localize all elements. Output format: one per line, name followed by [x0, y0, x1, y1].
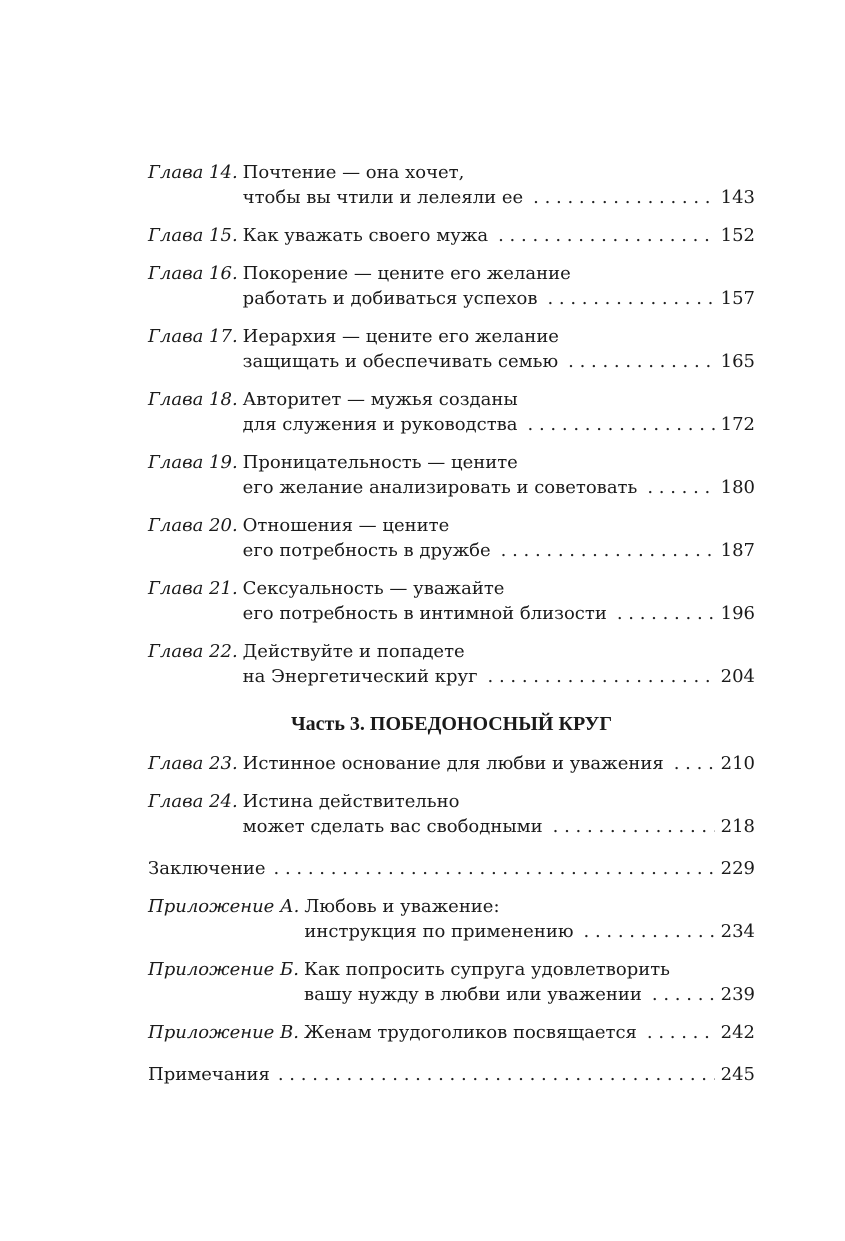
entry-title-line: Истинное основание для любви и уважения	[242, 753, 664, 774]
entry-title-line: Проницательность — цените	[242, 452, 518, 473]
chapter-list-part3	[148, 751, 755, 839]
entry-label: Приложение В.	[148, 1022, 299, 1043]
entry-last-line	[243, 475, 755, 500]
entry-label: Глава 21.	[148, 578, 238, 599]
dot-leader	[528, 412, 715, 437]
dot-leader	[278, 1062, 715, 1087]
chapter-list-part2	[148, 160, 755, 689]
entry-last-line	[243, 751, 755, 776]
page-number: 210	[720, 753, 755, 774]
page-number: 172	[720, 414, 755, 435]
dot-leader	[617, 601, 715, 626]
entry-body	[304, 1020, 755, 1045]
entry-last-line	[243, 185, 755, 210]
entry-label: Приложение А.	[148, 896, 300, 917]
dot-leader	[652, 982, 715, 1007]
entry-last-line	[243, 286, 755, 311]
toc-entry-chapter[interactable]	[148, 387, 755, 437]
page-number: 239	[720, 984, 755, 1005]
appendix-list	[148, 894, 755, 1045]
entry-last-line	[243, 412, 755, 437]
page-number: 196	[720, 603, 755, 624]
entry-last-line	[243, 664, 755, 689]
entry-last-line	[243, 601, 755, 626]
entry-body	[243, 513, 755, 563]
toc-entry-chapter[interactable]	[148, 450, 755, 500]
toc-entry-chapter[interactable]	[148, 789, 755, 839]
dot-leader	[533, 185, 714, 210]
entry-title-line: его потребность в дружбе	[242, 540, 491, 561]
dot-leader	[674, 751, 715, 776]
entry-title-line: Авторитет — мужья созданы	[242, 389, 518, 410]
page-number: 218	[720, 816, 755, 837]
toc-entry-chapter[interactable]	[148, 513, 755, 563]
entry-last-line	[304, 1020, 755, 1045]
dot-leader	[647, 475, 714, 500]
entry-title-line: защищать и обеспечивать семью	[242, 351, 559, 372]
page-number: 165	[720, 351, 755, 372]
entry-last-line	[243, 538, 755, 563]
entry-body	[243, 576, 755, 626]
entry-title-line: может сделать вас свободными	[242, 816, 543, 837]
dot-leader	[274, 856, 715, 881]
toc-entry-appendix[interactable]	[148, 894, 755, 944]
entry-body	[304, 894, 755, 944]
part-heading: Часть 3. ПОБЕДОНОСНЫЙ КРУГ	[290, 713, 613, 735]
entry-label: Приложение Б.	[148, 959, 299, 980]
dot-leader	[647, 1020, 715, 1045]
entry-title-line: Покорение — цените его желание	[242, 263, 571, 284]
entry-last-line	[243, 814, 755, 839]
entry-label: Глава 23.	[148, 753, 238, 774]
dot-leader	[498, 223, 715, 248]
entry-body	[243, 639, 755, 689]
entry-title-line: инструкция по применению	[304, 921, 574, 942]
dot-leader	[501, 538, 715, 563]
entry-title-line: Истина действительно	[242, 791, 460, 812]
toc-entry-chapter[interactable]	[148, 751, 755, 776]
toc-entry-appendix[interactable]	[148, 1020, 755, 1045]
dot-leader	[553, 814, 715, 839]
page-number: 187	[720, 540, 755, 561]
entry-label: Глава 14.	[148, 162, 238, 183]
entry-body	[243, 751, 755, 776]
entry-title-line: работать и добиваться успехов	[242, 288, 538, 309]
entry-label: Глава 16.	[148, 263, 238, 284]
entry-label: Глава 24.	[148, 791, 238, 812]
entry-title-line: вашу нужду в любви или уважении	[304, 984, 642, 1005]
entry-title-line: для служения и руководства	[242, 414, 518, 435]
entry-label: Глава 17.	[148, 326, 238, 347]
page-number: 157	[720, 288, 755, 309]
toc-entry-chapter[interactable]	[148, 160, 755, 210]
entry-title-line: Иерархия — цените его желание	[242, 326, 559, 347]
entry-body	[243, 450, 755, 500]
entry-title-line: его потребность в интимной близости	[242, 603, 607, 624]
entry-title-line: Почтение — она хочет,	[242, 162, 465, 183]
entry-body	[243, 387, 755, 437]
entry-label: Глава 20.	[148, 515, 238, 536]
page-number: 245	[720, 1064, 755, 1085]
page-number: 242	[720, 1022, 755, 1043]
dot-leader	[584, 919, 715, 944]
entry-title-line: Сексуальность — уважайте	[242, 578, 505, 599]
entry-title-line: Как уважать своего мужа	[242, 225, 489, 246]
entry-title-line: Женам трудоголиков посвящается	[304, 1022, 637, 1043]
page-number: 234	[720, 921, 755, 942]
entry-label: Глава 15.	[148, 225, 238, 246]
toc-entry-chapter[interactable]	[148, 639, 755, 689]
entry-title-line: его желание анализировать и советовать	[242, 477, 638, 498]
entry-last-line	[304, 982, 755, 1007]
dot-leader	[547, 286, 714, 311]
entry-title-line: Отношения — цените	[242, 515, 450, 536]
entry-title: Заключение	[148, 858, 266, 879]
dot-leader	[488, 664, 715, 689]
page-number: 229	[720, 858, 755, 879]
page-number: 180	[720, 477, 755, 498]
entry-label: Глава 19.	[148, 452, 238, 473]
entry-label: Глава 18.	[148, 389, 238, 410]
entry-last-line	[243, 223, 755, 248]
table-of-contents	[148, 160, 755, 1100]
entry-body	[243, 160, 755, 210]
entry-title-line: Любовь и уважение:	[304, 896, 500, 917]
toc-entry-chapter[interactable]	[148, 223, 755, 248]
entry-body	[243, 223, 755, 248]
toc-entry-chapter[interactable]	[148, 261, 755, 311]
toc-entry-appendix[interactable]	[148, 957, 755, 1007]
entry-label: Глава 22.	[148, 641, 238, 662]
entry-title-line: чтобы вы чтили и лелеяли ее	[242, 187, 524, 208]
toc-entry-conclusion[interactable]	[148, 856, 755, 881]
toc-entry-chapter[interactable]	[148, 576, 755, 626]
entry-title-line: Действуйте и попадете	[242, 641, 465, 662]
toc-entry-chapter[interactable]	[148, 324, 755, 374]
entry-last-line	[304, 919, 755, 944]
entry-body	[243, 324, 755, 374]
page-number: 204	[720, 666, 755, 687]
entry-title: Примечания	[148, 1064, 270, 1085]
toc-entry-notes[interactable]	[148, 1062, 755, 1087]
page-number: 143	[720, 187, 755, 208]
page-number: 152	[720, 225, 755, 246]
entry-title-line: Как попросить супруга удовлетворить	[304, 959, 670, 980]
entry-last-line	[243, 349, 755, 374]
entry-body	[243, 261, 755, 311]
entry-title-line: на Энергетический круг	[242, 666, 478, 687]
dot-leader	[568, 349, 715, 374]
entry-body	[304, 957, 755, 1007]
entry-body	[243, 789, 755, 839]
